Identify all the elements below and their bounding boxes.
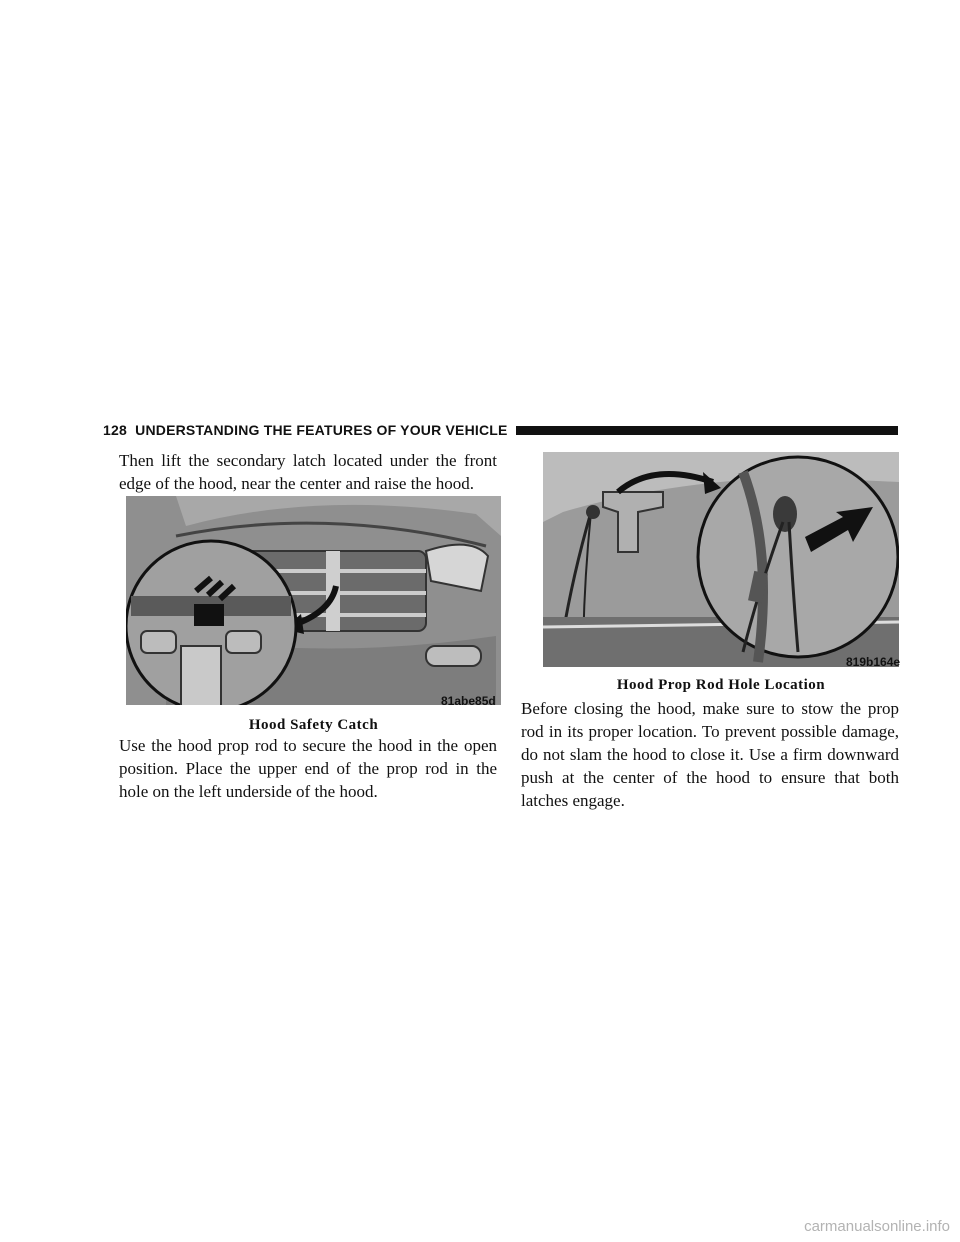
prop-rod-hole-illustration	[543, 452, 899, 667]
figure-caption: Hood Prop Rod Hole Location	[616, 677, 826, 693]
figure-hood-prop-rod-hole	[543, 452, 899, 667]
watermark: carmanualsonline.info	[804, 1218, 950, 1235]
paragraph-lift-latch: Then lift the secondary latch located under the front edge of the hood, near the center and raise the hood.	[119, 451, 497, 493]
paragraph-prop-rod: Use the hood prop rod to secure the hood in the open position. Place the upper end of the prop rod in the hole on the left underside of the hood.	[119, 736, 497, 801]
page-number: 128	[103, 422, 127, 438]
paragraph-closing-hood: Before closing the hood, make sure to stow the prop rod in its proper location. To prevent possible damage, do not slam the hood to close it. Use a firm downward push at the center of the hood to ensure that both latches engage.	[521, 699, 899, 810]
hood-safety-catch-illustration	[126, 496, 501, 705]
figure-hood-safety-catch	[126, 496, 501, 705]
figure-caption: Hood Safety Catch	[248, 717, 379, 733]
page-header	[103, 420, 898, 440]
header-text	[103, 422, 508, 438]
header-rule	[516, 426, 898, 435]
section-title: UNDERSTANDING THE FEATURES OF YOUR VEHICLE	[135, 422, 508, 438]
figure-code: 81abe85d	[441, 694, 496, 708]
figure-code: 819b164e	[846, 655, 901, 669]
